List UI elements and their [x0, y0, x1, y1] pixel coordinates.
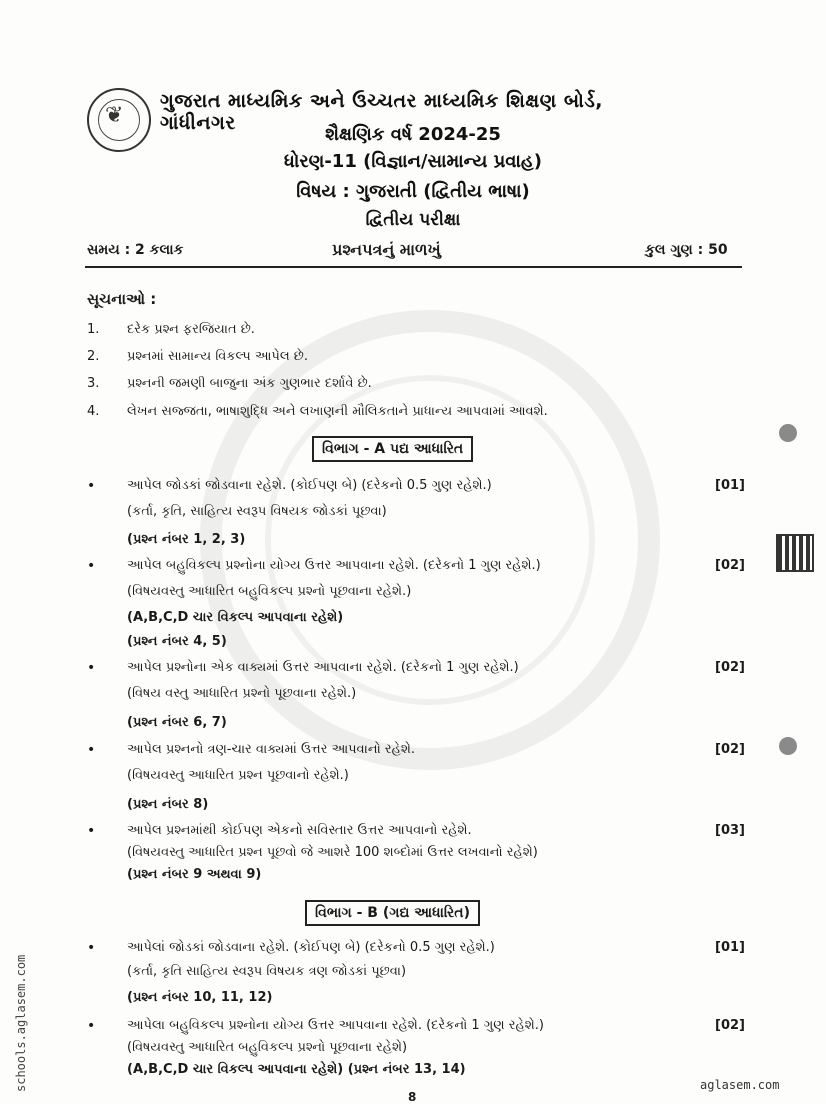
instruction-item: 2. પ્રશ્નમાં સામાન્ય વિકલ્પ આપેલ છે.: [87, 349, 308, 364]
standard-title: ધોરણ-11 (વિજ્ઞાન/સામાન્ય પ્રવાહ): [284, 151, 542, 172]
total-marks: કુલ ગુણ : 50: [645, 242, 728, 258]
qr-code-icon: [776, 534, 814, 572]
academic-year: શૈક્ષણિક વર્ષ 2024-25: [325, 124, 501, 145]
time-label: સમય : 2 કલાક: [87, 242, 184, 258]
instruction-item: 4. લેખન સજ્જતા, ભાષાશુદ્ધિ અને લખાણની મૌલિકતાને પ્રાધાન્ય આપવામાં આવશે.: [87, 404, 548, 419]
instructions-title: સૂચનાઓ :: [87, 290, 157, 308]
exam-page: ❦ ગુજરાત માધ્યમિક અને ઉચ્ચતર માધ્યમિક શિક્ષણ બોર્ડ, ગાંધીનગર શૈક્ષણિક વર્ષ 2024-25 ધોરણ-11 (વિજ્ઞાન/સામાન્ય પ્રવાહ) વિષય : ગુજરાતી (દ્વિતીય ભાષા) દ્વિતીય પરીક્ષા સમય : 2 કલાક પ્રશ્નપત્રનું માળખું કુલ ગુણ : 50 સૂચનાઓ : 1. દરેક પ્રશ્ન ફરજિયાત છે. 2. પ્રશ્નમાં સામાન્ય વિકલ્પ આપેલ છે. 3. પ્રશ્નની જમણી બાજુના અંક ગુણભાર દર્શાવે છે. 4. લેખન સજ્જતા, ભાષાશુદ્ધિ અને લખાણની મૌલિકતાને પ્રાધાન્ય આપવામાં આવશે. વિભાગ - A પદ્ય આધારિત • આપેલ જોડકાં જોડવાના રહેશે. (કોઈપણ બે) (દરેકનો 0.5 ગુણ રહેશે.) [01] (કર્તા, કૃતિ, સાહિત્ય સ્વરૂપ વિષયક જોડકાં પૂછવા) (પ્રશ્ન નંબર 1, 2, 3) • આપેલ બહુવિકલ્પ પ્રશ્નોના યોગ્ય ઉત્તર આપવાના રહેશે. (દરેકનો 1 ગુણ રહેશે.) [02] (વિષયવસ્તુ આધારિત બહુવિકલ્પ પ્રશ્નો પૂછવાના રહેશે.) (A,B,C,D ચાર વિકલ્પ આપવાના રહેશે) (પ્રશ્ન નંબર 4, 5) • આપેલ પ્રશ્નોના એક વાક્યમાં ઉત્તર આપવાના રહેશે. (દરેકનો 1 ગુણ રહેશે.) [02] (વિષય વસ્તુ આધારિત પ્રશ્નો પૂછવાના રહેશે.) (પ્રશ્ન નંબર 6, 7) • આપેલ પ્રશ્નનો ત્રણ-ચાર વાક્યમાં ઉત્તર આપવાનો રહેશે. [02] (વિષયવસ્તુ આધારિત પ્રશ્ન પૂછવાનો રહેશે.) (પ્રશ્ન નંબર 8) • આપેલ પ્રશ્નમાંથી કોઈપણ એકનો સવિસ્તાર ઉત્તર આપવાનો રહેશે. [03] (વિષયવસ્તુ આધારિત પ્રશ્ન પૂછવો જે આશરે 100 શબ્દોમાં ઉત્તર લખવાનો રહેશે) (પ્રશ્ન નંબર 9 અથવા 9) વિભાગ - B (ગદ્ય આધારિત) • આપેલાં જોડકાં જોડવાના રહેશે. (કોઈપણ બે) (દરેકનો 0.5 ગુણ રહેશે.) [01] (કર્તા, કૃતિ સાહિત્ય સ્વરૂપ વિષયક ત્રણ જોડકાં પૂછવા) (પ્રશ્ન નંબર 10, 11, 12) • આપેલા બહુવિકલ્પ પ્રશ્નોના યોગ્ય ઉત્તર આપવાના રહેશે. (દરેકનો 1 ગુણ રહેશે.) [02] (વિષયવસ્તુ આધારિત બહુવિકલ્પ પ્રશ્નો પૂછવાના રહેશે) (A,B,C,D ચાર વિકલ્પ આપવાના રહેશે) (પ્રશ્ન નંબર 13, 14) schools.aglasem.com aglasem.com 8: [0, 0, 826, 1104]
side-watermark: schools.aglasem.com: [14, 954, 28, 1092]
section-b-heading: વિભાગ - B (ગદ્ય આધારિત): [305, 900, 480, 926]
punch-hole-icon: [779, 737, 797, 755]
brand-watermark: aglasem.com: [700, 1078, 780, 1092]
exam-title: દ્વિતીય પરીક્ષા: [365, 210, 461, 230]
board-name: ગુજરાત માધ્યમિક અને ઉચ્ચતર માધ્યમિક શિક્ષણ બોર્ડ, ગાંધીનગર: [160, 90, 603, 134]
header-divider: [85, 266, 742, 268]
board-seal-watermark-inner: [265, 375, 595, 705]
board-logo-icon: ❦: [87, 88, 151, 152]
instruction-item: 1. દરેક પ્રશ્ન ફરજિયાત છે.: [87, 322, 255, 337]
section-a-heading: વિભાગ - A પદ્ય આધારિત: [312, 436, 473, 462]
page-number: 8: [408, 1090, 417, 1104]
subject-title: વિષય : ગુજરાતી (દ્વિતીય ભાષા): [296, 181, 530, 202]
instruction-item: 3. પ્રશ્નની જમણી બાજુના અંક ગુણભાર દર્શાવે છે.: [87, 376, 372, 391]
paper-structure-title: પ્રશ્નપત્રનું માળખું: [332, 240, 441, 259]
punch-hole-icon: [779, 424, 797, 442]
